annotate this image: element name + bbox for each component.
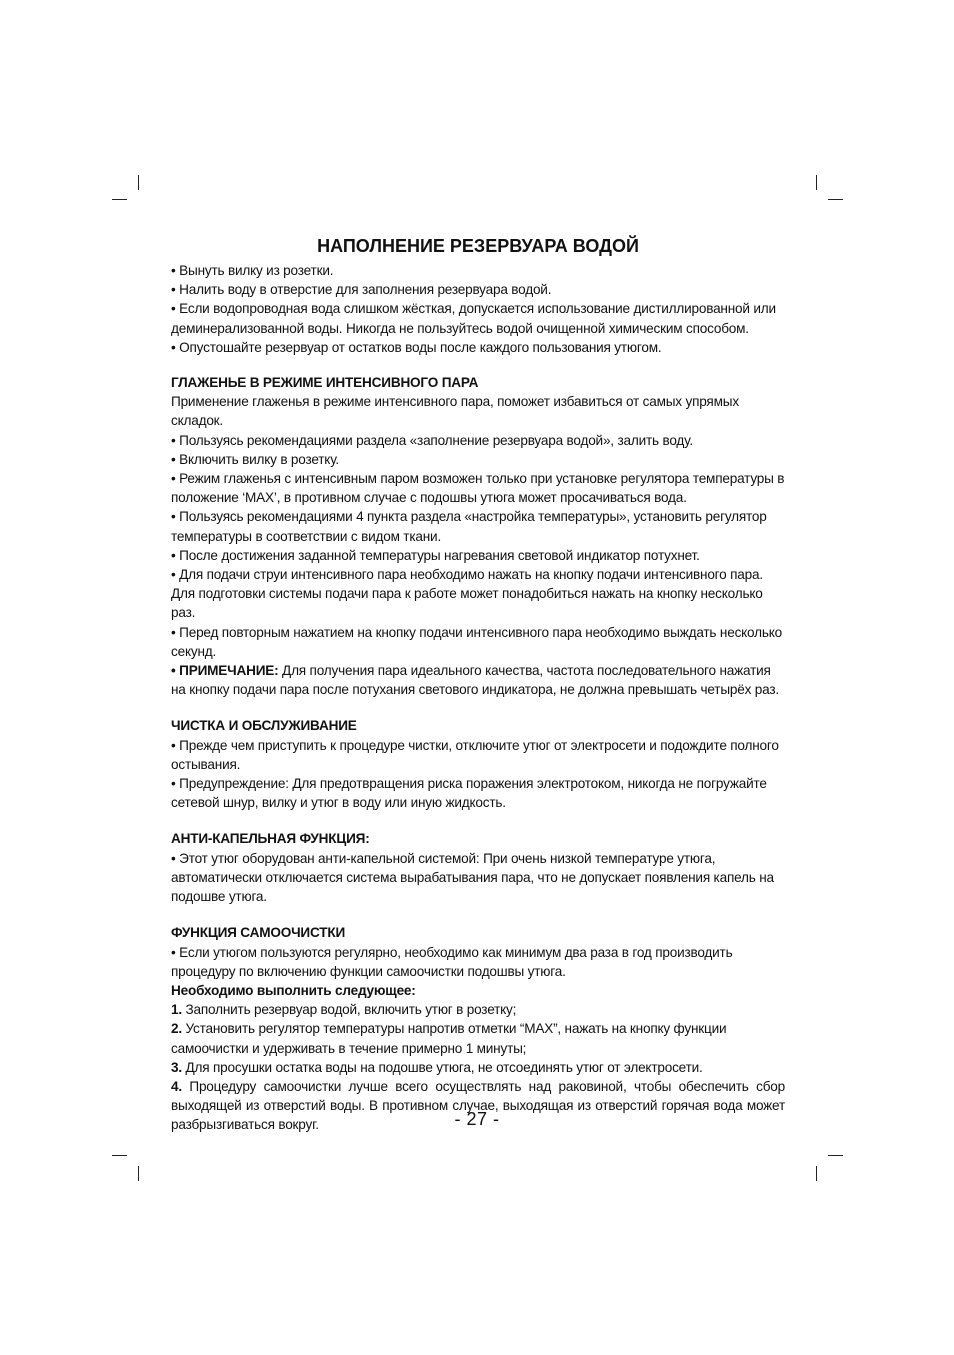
section-intro: • Если утюгом пользуются регулярно, необходимо как минимум два раза в год производить процедуру по включению функции самоочистки подошвы утюга. bbox=[171, 944, 733, 979]
list-item: • Опустошайте резервуар от остатков воды после каждого пользования утюгом. bbox=[171, 339, 662, 355]
section-selfclean bbox=[171, 923, 785, 1134]
list-item: • Включить вилку в розетку. bbox=[171, 451, 340, 467]
note-label: • ПРИМЕЧАНИЕ: bbox=[171, 663, 279, 679]
step-item bbox=[171, 1000, 785, 1019]
step-text: Установить регулятор температуры напротив отметки “MAX”, нажать на кнопку функции самоочистки и удерживать в течение примерно 1 минуты; bbox=[171, 1021, 727, 1056]
list-item: • Прежде чем приступить к процедуре чистки, отключите утюг от электросети и подождите полного остывания. bbox=[171, 737, 779, 772]
step-text: Процедуру самоочистки лучше всего осуществлять над раковиной, чтобы обеспечить сбор выходящей из отверстий воды. В противном случае, выходящая из отверстий горячая вода может разбрызгиваться вокруг. bbox=[171, 1078, 785, 1133]
section-cleaning bbox=[171, 716, 785, 812]
step-number: 4. bbox=[171, 1078, 182, 1094]
step-item bbox=[171, 1058, 785, 1077]
section-steam bbox=[171, 373, 785, 699]
step-item bbox=[171, 1019, 785, 1057]
section-antidrip bbox=[171, 829, 785, 906]
page-title: НАПОЛНЕНИЕ РЕЗЕРВУАРА ВОДОЙ bbox=[317, 236, 639, 256]
list-item: • Предупреждение: Для предотвращения риска поражения электротоком, никогда не погружайте сетевой шнур, вилку и утюг в воду или иную жидкость. bbox=[171, 776, 767, 811]
crop-mark-top-right-vertical bbox=[816, 175, 817, 190]
section-heading: ЧИСТКА И ОБСЛУЖИВАНИЕ bbox=[171, 718, 357, 734]
subheading: Необходимо выполнить следующее: bbox=[171, 982, 416, 998]
crop-mark-bottom-left-horizontal bbox=[112, 1155, 127, 1156]
note bbox=[171, 661, 785, 699]
crop-mark-top-left-vertical bbox=[138, 175, 139, 190]
list-item: • Перед повторным нажатием на кнопку подачи интенсивного пара необходимо выждать несколько секунд. bbox=[171, 624, 782, 659]
section-heading: ГЛАЖЕНЬЕ В РЕЖИМЕ ИНТЕНСИВНОГО ПАРА bbox=[171, 375, 479, 391]
crop-mark-top-left-horizontal bbox=[112, 199, 127, 200]
crop-mark-bottom-left-vertical bbox=[138, 1166, 139, 1181]
section-intro: Применение глаженья в режиме интенсивного пара, поможет избавиться от самых упрямых складок. bbox=[171, 394, 739, 429]
list-item: • После достижения заданной температуры нагревания световой индикатор потухнет. bbox=[171, 547, 700, 563]
page-number: - 27 - bbox=[454, 1109, 500, 1129]
step-number: 3. bbox=[171, 1059, 182, 1075]
section-fill bbox=[171, 261, 785, 357]
section-heading: ФУНКЦИЯ САМООЧИСТКИ bbox=[171, 925, 346, 941]
page-content bbox=[171, 232, 785, 1135]
list-item: • Если водопроводная вода слишком жёсткая, допускается использование дистиллированной или деминерализованной воды. Никогда не пользуйтесь водой очищенной химическим способом. bbox=[171, 301, 776, 336]
crop-mark-top-right-horizontal bbox=[828, 199, 843, 200]
list-item: • Налить воду в отверстие для заполнения резервуара водой. bbox=[171, 282, 552, 298]
list-item: • Этот утюг оборудован анти-капельной системой: При очень низкой температуре утюга, автоматически отключается система вырабатывания пара, что не допускает появления капель на подошве утюга. bbox=[171, 850, 774, 905]
crop-mark-bottom-right-vertical bbox=[816, 1166, 817, 1181]
step-text: Для просушки остатка воды на подошве утюга, не отсоединять утюг от электросети. bbox=[181, 1059, 703, 1075]
list-item: • Пользуясь рекомендациями 4 пункта раздела «настройка температуры», установить регулятор температуры в соответствии с видом ткани. bbox=[171, 509, 767, 544]
list-item: • Вынуть вилку из розетки. bbox=[171, 263, 334, 278]
list-item: • Для подачи струи интенсивного пара необходимо нажать на кнопку подачи интенсивного пара. Для подготовки системы подачи пара к работе может понадобиться нажать на кнопку несколько раз. bbox=[171, 567, 763, 621]
note-text: Для получения пара идеального качества, частота последовательного нажатия на кнопку подачи пара после потухания светового индикатора, не должна превышать четырёх раз. bbox=[171, 663, 779, 698]
step-number: 1. bbox=[171, 1002, 182, 1018]
list-item: • Режим глаженья с интенсивным паром возможен только при установке регулятора температуры в положение ‘MAX’, в противном случае с подошвы утюга может просачиваться вода. bbox=[171, 471, 785, 506]
step-number: 2. bbox=[171, 1021, 182, 1037]
list-item: • Пользуясь рекомендациями раздела «заполнение резервуара водой», залить воду. bbox=[171, 432, 693, 448]
crop-mark-bottom-right-horizontal bbox=[828, 1155, 843, 1156]
step-text: Заполнить резервуар водой, включить утюг в розетку; bbox=[181, 1002, 517, 1018]
section-heading: АНТИ-КАПЕЛЬНАЯ ФУНКЦИЯ: bbox=[171, 831, 370, 847]
